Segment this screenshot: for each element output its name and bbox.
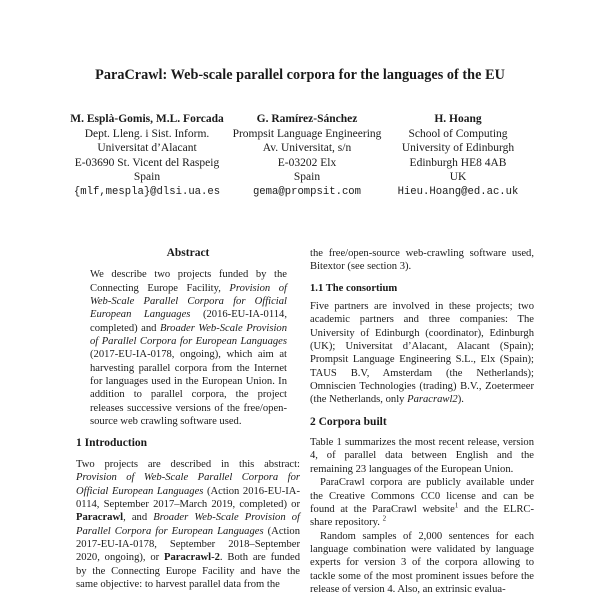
author-email: {mlf,mespla}@dlsi.ua.es: [73, 185, 221, 198]
author-address: Edinburgh HE8 4AB: [409, 156, 507, 169]
corpora-paragraphs: [310, 436, 534, 596]
author-name: M. Esplà-Gomis, M.L. Forcada: [70, 113, 224, 125]
author-address: E-03202 Elx: [277, 156, 337, 169]
author-1: [52, 112, 242, 200]
abstract-text: We describe two projects funded by the Connecting Europe Facility, Provision of Web-Scale Parallel Corpora for Official European Languages (2016-EU-IA-0114, completed) and Broader Web-Scale Provision of Parallel Corpora for European Languages (2017-EU-IA-0178, ongoing), which aim at harvesting parallel corpora from the Internet for languages used in the European Union. In addition to parallel corpora, the project releases successive versions of the free/open-source web crawling software used.: [90, 269, 287, 428]
author-name: G. Ramírez-Sánchez: [256, 113, 358, 125]
author-email: Hieu.Hoang@ed.ac.uk: [397, 185, 519, 198]
section-heading: 1 Introduction: [76, 437, 148, 450]
corpora-paragraph-1: Table 1 summarizes the most recent release, version 4, of parallel data between English and the remaining 23 languages of the European Union.: [310, 437, 534, 475]
footnote-2-marker[interactable]: 2: [382, 514, 387, 523]
subsection-heading: 1.1 The consortium: [310, 282, 398, 294]
left-column: [76, 247, 300, 591]
author-affiliation: Dept. Lleng. i Sist. Inform.: [84, 127, 210, 140]
author-affiliation: School of Computing: [408, 127, 508, 140]
author-affiliation: Prompsit Language Engineering: [232, 127, 382, 140]
section-heading: 2 Corpora built: [310, 415, 387, 428]
author-affiliation: Universitat d’Alacant: [97, 142, 197, 155]
corpora-paragraph-3: Random samples of 2,000 sentences for each language combination were validated by language experts for version 3 of the corpora allowing to tackle some of the most prominent issues before the release of version 4. Also, an extrinsic evalua-: [310, 530, 534, 595]
author-3: [377, 112, 539, 200]
footnote-1-marker[interactable]: 1: [454, 501, 459, 510]
author-address: E-03690 St. Vicent del Raspeig: [74, 156, 220, 169]
author-email: gema@prompsit.com: [252, 185, 362, 198]
author-name: H. Hoang: [434, 113, 482, 125]
author-block: [0, 112, 600, 197]
author-country: UK: [449, 171, 467, 184]
paper-title: ParaCrawl: Web-scale parallel corpora for the languages of the EU: [95, 67, 505, 83]
author-affiliation: University of Edinburgh: [401, 142, 515, 155]
intro-paragraph: Two projects are described in this abstract: Provision of Web-Scale Parallel Corpora for Official European Languages (Action 2016-EU-IA-0114, September 2017–March 2019, completed) or Paracrawl, and Broader Web-Scale Provision of Parallel Corpora for European Languages (Action 2017-EU-IA-0178, September 2018–September 2020, ongoing), or Paracrawl-2. Both are funded by the Connecting Europe Facility and have the same objective: to harvest parallel data from the: [76, 458, 301, 590]
corpora-paragraph-2: ParaCrawl corpora are publicly available under the Creative Commons CC0 license and can be found at the ParaCrawl website$^1$ and the ELRC-share repository. $^2$: [310, 477, 534, 529]
consortium-paragraph: Five partners are involved in these projects; two academic partners and three companies: The University of Edinburgh (coordinator), Edinburgh (UK); Universitat d’Alacant, Alacant (Spain); Prompsit Language Engineering S.L., Elx (Spain); TAUS B.V, Amsterdam (the Netherlands); Omniscien Technologies (trading) B.V., Zoetermeer (the Netherlands, only Paracrawl2).: [310, 301, 534, 406]
abstract-heading: Abstract: [166, 247, 210, 259]
right-column: [310, 247, 534, 596]
author-2: [218, 112, 396, 200]
continued-paragraph: the free/open-source web-crawling software used, Bitextor (see section 3).: [310, 248, 534, 273]
author-country: Spain: [293, 171, 321, 184]
author-affiliation: Av. Universitat, s/n: [262, 142, 352, 155]
author-country: Spain: [133, 171, 161, 184]
